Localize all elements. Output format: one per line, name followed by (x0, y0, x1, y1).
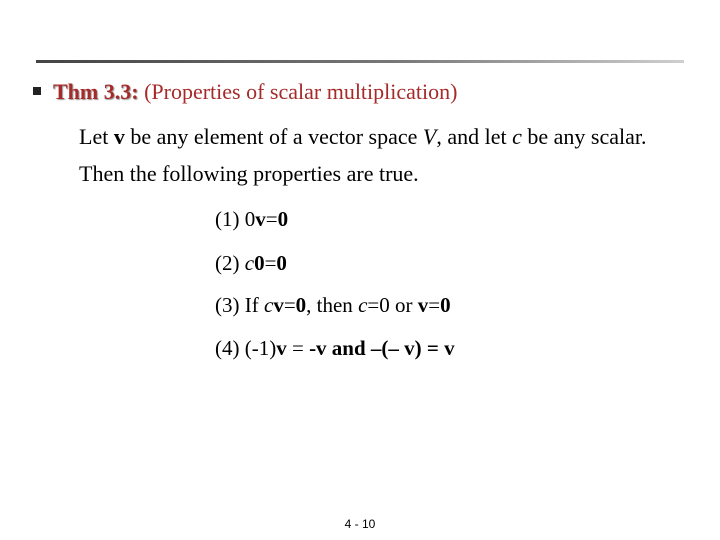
property-number: (4) (-1) (215, 336, 277, 360)
statement-text: be any element of a vector space (124, 124, 423, 149)
property-3 (215, 292, 451, 318)
zero-vector-symbol: 0 (440, 293, 451, 317)
scalar-symbol: c (358, 293, 368, 317)
vector-symbol: v (273, 293, 284, 317)
vector-symbol: v (276, 336, 287, 360)
property-4 (215, 335, 455, 361)
zero-vector-symbol: 0 (276, 251, 287, 275)
property-2 (215, 250, 287, 276)
zero-vector-symbol: 0 (254, 251, 265, 275)
property-text: = (283, 293, 296, 317)
property-text: = (264, 251, 277, 275)
property-text: = (428, 293, 441, 317)
vector-symbol: v (113, 124, 125, 149)
statement-text: , and let (436, 124, 513, 149)
property-number: (3) If (215, 293, 264, 317)
space-symbol: V (422, 124, 437, 149)
theorem-heading (53, 78, 457, 106)
scalar-symbol: c (244, 251, 255, 275)
theorem-title: (Properties of scalar multiplication) (138, 79, 458, 104)
zero-vector-symbol: 0 (295, 293, 307, 317)
vector-symbol: v (255, 207, 266, 231)
vector-symbol: v (417, 293, 429, 317)
scalar-symbol: c (263, 293, 274, 317)
property-text: -v and –(– v) = v (309, 336, 455, 360)
header-divider (36, 60, 684, 63)
statement-text: Let (79, 124, 114, 149)
property-text: 0 (244, 207, 256, 231)
property-number: (2) (215, 251, 245, 275)
theorem-label: Thm 3.3: (53, 79, 139, 104)
statement-text: be any scalar. Then the following properties are true. (79, 124, 647, 186)
zero-vector-symbol: 0 (277, 207, 289, 231)
property-text: = (265, 207, 278, 231)
property-1 (215, 206, 288, 232)
scalar-symbol: c (512, 124, 522, 149)
page-number: 4 - 10 (344, 517, 376, 531)
square-bullet-icon (33, 87, 41, 95)
theorem-statement (79, 118, 679, 192)
property-text: =0 or (367, 293, 418, 317)
property-text: = (286, 336, 310, 360)
property-number: (1) (215, 207, 245, 231)
property-text: , then (306, 293, 359, 317)
